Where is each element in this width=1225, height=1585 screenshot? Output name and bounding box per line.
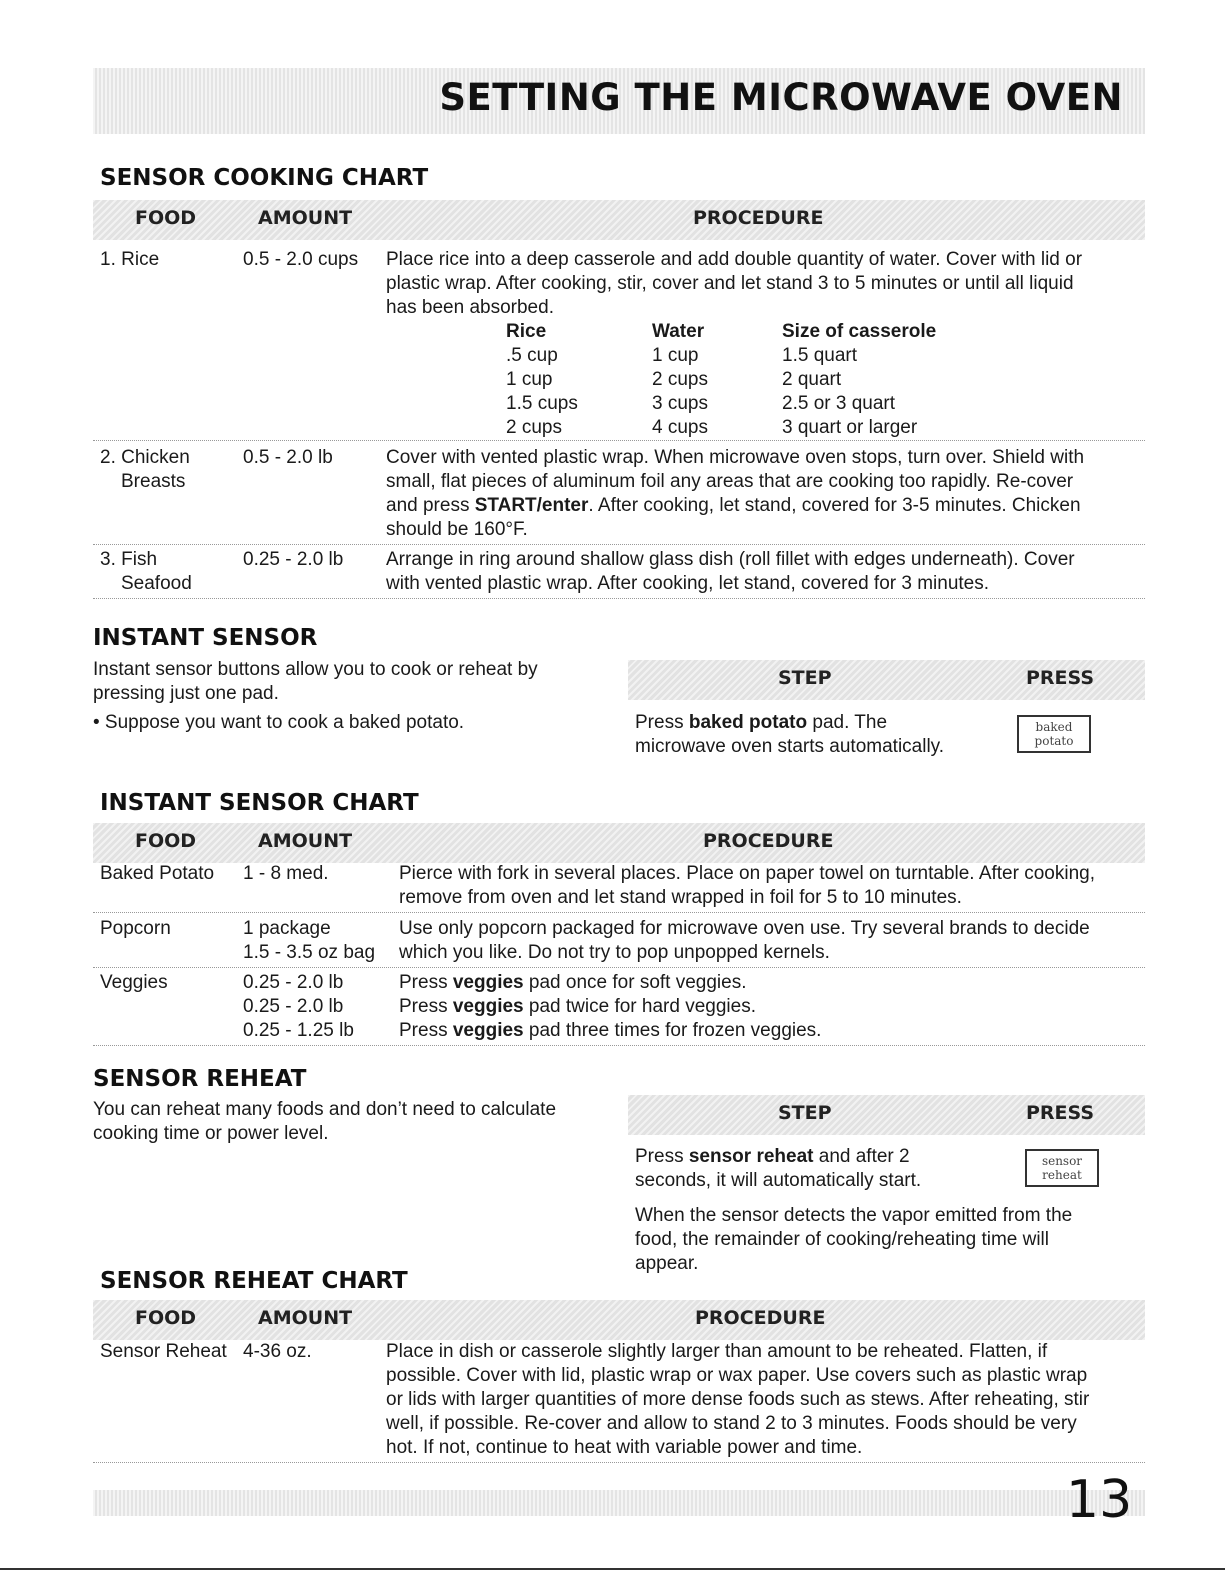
food-popcorn: Popcorn xyxy=(100,918,171,939)
step-text: pad. The xyxy=(807,712,888,733)
page-title: SETTING THE MICROWAVE OVEN xyxy=(439,76,1123,119)
sensor-reheat-button[interactable] xyxy=(1025,1149,1099,1187)
food-rice: 1. Rice xyxy=(100,249,160,270)
proc-chicken-line1: Cover with vented plastic wrap. When microwave oven stops, turn over. Shield with xyxy=(386,447,1085,468)
header-press: PRESS xyxy=(1026,667,1095,689)
rice-table-header-rice: Rice xyxy=(506,321,547,342)
proc-potato-line1: Pierce with fork in several places. Place on paper towel on turntable. After cooking, xyxy=(399,863,1095,884)
proc-veggies-line3 xyxy=(399,1019,821,1043)
header-amount: AMOUNT xyxy=(258,1307,353,1329)
header-press: PRESS xyxy=(1026,1102,1095,1124)
sensor-reheat-step-line2: seconds, it will automatically start. xyxy=(635,1170,922,1191)
sensor-reheat-step-header xyxy=(628,1095,1145,1135)
step-text: pad three times for frozen veggies. xyxy=(523,1020,822,1041)
step-text: Press xyxy=(399,996,453,1017)
proc-veggies-line2 xyxy=(399,995,756,1019)
baked-potato-button-line2: potato xyxy=(1034,734,1074,748)
food-seafood: Seafood xyxy=(121,573,192,594)
proc-rice-line1: Place rice into a deep casserole and add double quantity of water. Cover with lid or xyxy=(386,249,1083,270)
amount-sensor-reheat: 4-36 oz. xyxy=(243,1341,312,1362)
baked-potato-button-line1: baked xyxy=(1035,720,1073,734)
row-divider xyxy=(93,544,1145,545)
instant-sensor-step-line2: microwave oven starts automatically. xyxy=(635,736,945,757)
header-step: STEP xyxy=(778,1102,832,1124)
proc-chicken-line4: should be 160°F. xyxy=(386,519,528,540)
amount-rice: 0.5 - 2.0 cups xyxy=(243,249,359,270)
amount-baked-potato: 1 - 8 med. xyxy=(243,863,329,884)
header-amount: AMOUNT xyxy=(258,207,353,229)
rice-table-cell: 1 cup xyxy=(652,345,699,366)
rice-table-cell: 1 cup xyxy=(506,369,553,390)
rice-table-cell: 4 cups xyxy=(652,417,708,438)
proc-reheat-line1: Place in dish or casserole slightly larger than amount to be reheated. Flatten, if xyxy=(386,1341,1048,1362)
header-procedure: PROCEDURE xyxy=(703,830,834,852)
header-food: FOOD xyxy=(135,1307,197,1329)
proc-fish-line1: Arrange in ring around shallow glass dish (roll fillet with edges underneath). Cover xyxy=(386,549,1075,570)
rice-table-cell: 2.5 or 3 quart xyxy=(782,393,896,414)
food-chicken-breasts: Breasts xyxy=(121,471,186,492)
baked-potato-label: baked potato xyxy=(688,712,808,733)
header-procedure: PROCEDURE xyxy=(695,1307,826,1329)
baked-potato-button[interactable] xyxy=(1017,715,1091,753)
step-text: pad once for soft veggies. xyxy=(523,972,747,993)
sensor-reheat-note-line2: food, the remainder of cooking/reheating time will xyxy=(635,1229,1050,1250)
row-divider xyxy=(93,1045,1145,1046)
sensor-cooking-header xyxy=(93,200,1145,240)
amount-chicken: 0.5 - 2.0 lb xyxy=(243,447,333,468)
proc-chicken-line2: small, flat pieces of aluminum foil any areas that are cooking too rapidly. Re-cover xyxy=(386,471,1074,492)
reheat-chart-header xyxy=(93,1300,1145,1340)
proc-chicken-text: . After cooking, let stand, covered for 3-5 minutes. Chicken xyxy=(588,495,1081,516)
rice-table-header-size: Size of casserole xyxy=(782,321,937,342)
food-fish: 3. Fish xyxy=(100,549,158,570)
sensor-reheat-note-line1: When the sensor detects the vapor emitted from the xyxy=(635,1205,1073,1226)
sensor-reheat-title: SENSOR REHEAT xyxy=(93,1066,307,1092)
instant-sensor-chart-title: INSTANT SENSOR CHART xyxy=(100,790,419,816)
food-chicken: 2. Chicken xyxy=(100,447,190,468)
proc-chicken-text: and press xyxy=(386,495,475,516)
proc-potato-line2: remove from oven and let stand wrapped in foil for 5 to 10 minutes. xyxy=(399,887,962,908)
proc-reheat-line2: possible. Cover with lid, plastic wrap or wax paper. Use covers such as plastic wrap xyxy=(386,1365,1088,1386)
instant-sensor-intro-line2: pressing just one pad. xyxy=(93,683,279,704)
proc-reheat-line5: hot. If not, continue to heat with variable power and time. xyxy=(386,1437,863,1458)
footer-bar xyxy=(93,1490,1145,1516)
amount-popcorn-package: 1 package xyxy=(243,918,331,939)
row-divider xyxy=(93,967,1145,968)
instant-sensor-intro-line1: Instant sensor buttons allow you to cook or reheat by xyxy=(93,659,538,680)
sensor-reheat-button-line2: reheat xyxy=(1042,1168,1082,1182)
food-veggies: Veggies xyxy=(100,972,168,993)
instant-sensor-bullet: • Suppose you want to cook a baked potato. xyxy=(93,712,465,733)
instant-sensor-title: INSTANT SENSOR xyxy=(93,625,318,651)
page-bottom-line xyxy=(0,1568,1225,1570)
food-baked-potato: Baked Potato xyxy=(100,863,215,884)
rice-table-cell: 1.5 quart xyxy=(782,345,857,366)
veggies-pad-label: veggies xyxy=(452,972,524,993)
proc-reheat-line3: or lids with larger quantities of more dense foods such as stews. After reheating, stir xyxy=(386,1389,1090,1410)
header-food: FOOD xyxy=(135,207,197,229)
header-food: FOOD xyxy=(135,830,197,852)
header-procedure: PROCEDURE xyxy=(693,207,824,229)
sensor-reheat-intro-line2: cooking time or power level. xyxy=(93,1123,329,1144)
rice-table-cell: .5 cup xyxy=(506,345,558,366)
veggies-pad-label: veggies xyxy=(452,1020,524,1041)
row-divider xyxy=(93,440,1145,441)
row-divider xyxy=(93,1462,1145,1463)
sensor-reheat-chart-title: SENSOR REHEAT CHART xyxy=(100,1268,408,1294)
row-divider xyxy=(93,912,1145,913)
rice-table-cell: 2 cups xyxy=(506,417,562,438)
sensor-cooking-chart-title: SENSOR COOKING CHART xyxy=(100,165,429,191)
proc-popcorn-line2: which you like. Do not try to pop unpopped kernels. xyxy=(399,942,830,963)
proc-reheat-line4: well, if possible. Re-cover and allow to stand 2 to 3 minutes. Foods should be very xyxy=(386,1413,1077,1434)
row-divider xyxy=(93,598,1145,599)
page-banner xyxy=(93,68,1145,134)
sensor-reheat-step-line1 xyxy=(635,1145,910,1169)
food-sensor-reheat: Sensor Reheat xyxy=(100,1341,227,1362)
instant-chart-header xyxy=(93,823,1145,863)
proc-veggies-line1 xyxy=(399,971,747,995)
instant-sensor-step-line1 xyxy=(635,711,887,735)
rice-table-cell: 1.5 cups xyxy=(506,393,578,414)
proc-rice-line2: plastic wrap. After cooking, stir, cover and let stand 3 to 5 minutes or until all liquid xyxy=(386,273,1074,294)
step-text: Press xyxy=(399,1020,453,1041)
rice-table-cell: 3 quart or larger xyxy=(782,417,918,438)
rice-table-cell: 2 cups xyxy=(652,369,708,390)
proc-fish-line2: with vented plastic wrap. After cooking, let stand, covered for 3 minutes. xyxy=(386,573,990,594)
step-text: Press xyxy=(399,972,453,993)
start-enter-key-label: START/enter xyxy=(474,495,589,516)
proc-chicken-line3 xyxy=(386,494,1081,518)
amount-veggies-hard: 0.25 - 2.0 lb xyxy=(243,996,344,1017)
sensor-reheat-intro-line1: You can reheat many foods and don’t need to calculate xyxy=(93,1099,557,1120)
proc-rice-line3: has been absorbed. xyxy=(386,297,554,318)
rice-table-header-water: Water xyxy=(652,321,705,342)
header-step: STEP xyxy=(778,667,832,689)
step-text: and after 2 xyxy=(813,1146,910,1167)
sensor-reheat-note-line3: appear. xyxy=(635,1253,699,1274)
veggies-pad-label: veggies xyxy=(452,996,524,1017)
instant-sensor-step-header xyxy=(628,660,1145,700)
amount-fish: 0.25 - 2.0 lb xyxy=(243,549,344,570)
step-text: pad twice for hard veggies. xyxy=(523,996,756,1017)
rice-table-cell: 2 quart xyxy=(782,369,842,390)
amount-veggies-frozen: 0.25 - 1.25 lb xyxy=(243,1020,354,1041)
sensor-reheat-button-line1: sensor xyxy=(1041,1154,1083,1168)
proc-popcorn-line1: Use only popcorn packaged for microwave oven use. Try several brands to decide xyxy=(399,918,1090,939)
rice-water-table xyxy=(506,320,966,440)
page-number: 13 xyxy=(1066,1470,1133,1530)
step-text: Press xyxy=(635,1146,689,1167)
amount-veggies-soft: 0.25 - 2.0 lb xyxy=(243,972,344,993)
rice-table-cell: 3 cups xyxy=(652,393,708,414)
sensor-reheat-label: sensor reheat xyxy=(688,1146,814,1167)
amount-popcorn-bag: 1.5 - 3.5 oz bag xyxy=(243,942,376,963)
header-amount: AMOUNT xyxy=(258,830,353,852)
step-text: Press xyxy=(635,712,689,733)
